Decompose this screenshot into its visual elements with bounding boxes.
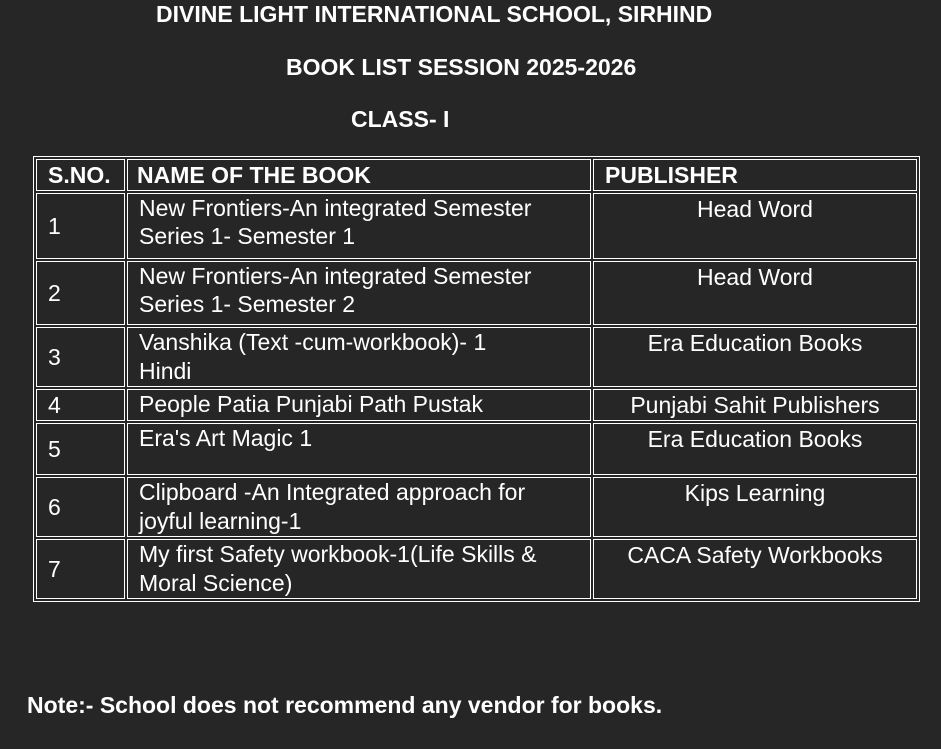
table-header-row — [36, 159, 917, 191]
column-header-sno: S.NO. — [36, 159, 125, 191]
row-sno: 2 — [36, 261, 125, 325]
book-name-line: New Frontiers-An integrated Semester — [139, 263, 532, 289]
row-publisher: Era Education Books — [593, 327, 917, 387]
book-name-line: Moral Science) — [139, 570, 293, 596]
book-name-line: Clipboard -An Integrated approach for — [139, 479, 526, 505]
row-sno: 6 — [36, 477, 125, 537]
row-sno: 1 — [36, 193, 125, 259]
session-title-heading: BOOK LIST SESSION 2025-2026 — [286, 54, 637, 80]
row-publisher: Punjabi Sahit Publishers — [593, 389, 917, 421]
table-row — [36, 389, 917, 421]
row-book-name — [127, 327, 591, 387]
table-row — [36, 327, 917, 387]
class-label-heading: CLASS- I — [351, 106, 450, 132]
row-publisher: Kips Learning — [593, 477, 917, 537]
row-sno: 4 — [36, 389, 125, 421]
row-book-name — [127, 423, 591, 475]
table-row — [36, 423, 917, 475]
book-name-line: My first Safety workbook-1(Life Skills & — [139, 541, 537, 567]
table-row — [36, 193, 917, 259]
row-publisher: Head Word — [593, 193, 917, 259]
row-publisher: CACA Safety Workbooks — [593, 539, 917, 599]
row-book-name — [127, 389, 591, 421]
book-name-line: Series 1- Semester 2 — [139, 291, 356, 317]
book-name-line: Era's Art Magic 1 — [139, 425, 313, 451]
row-book-name — [127, 193, 591, 259]
table-row — [36, 539, 917, 599]
table-row — [36, 477, 917, 537]
column-header-book-name: NAME OF THE BOOK — [127, 159, 591, 191]
row-sno: 5 — [36, 423, 125, 475]
row-book-name — [127, 539, 591, 599]
book-name-line: Vanshika (Text -cum-workbook)- 1 — [139, 329, 487, 355]
row-publisher: Era Education Books — [593, 423, 917, 475]
book-name-line: New Frontiers-An integrated Semester — [139, 195, 532, 221]
school-name-heading: DIVINE LIGHT INTERNATIONAL SCHOOL, SIRHIND — [156, 1, 713, 27]
row-sno: 7 — [36, 539, 125, 599]
book-name-line: People Patia Punjabi Path Pustak — [139, 391, 483, 417]
book-name-line: Hindi — [139, 358, 192, 384]
row-book-name — [127, 477, 591, 537]
book-name-line: Series 1- Semester 1 — [139, 223, 356, 249]
row-book-name — [127, 261, 591, 325]
column-header-publisher: PUBLISHER — [593, 159, 917, 191]
book-name-line: joyful learning-1 — [139, 508, 302, 534]
row-sno: 3 — [36, 327, 125, 387]
book-list-table — [33, 156, 920, 602]
row-publisher: Head Word — [593, 261, 917, 325]
vendor-note: Note:- School does not recommend any vendor for books. — [27, 692, 663, 718]
table-row — [36, 261, 917, 325]
